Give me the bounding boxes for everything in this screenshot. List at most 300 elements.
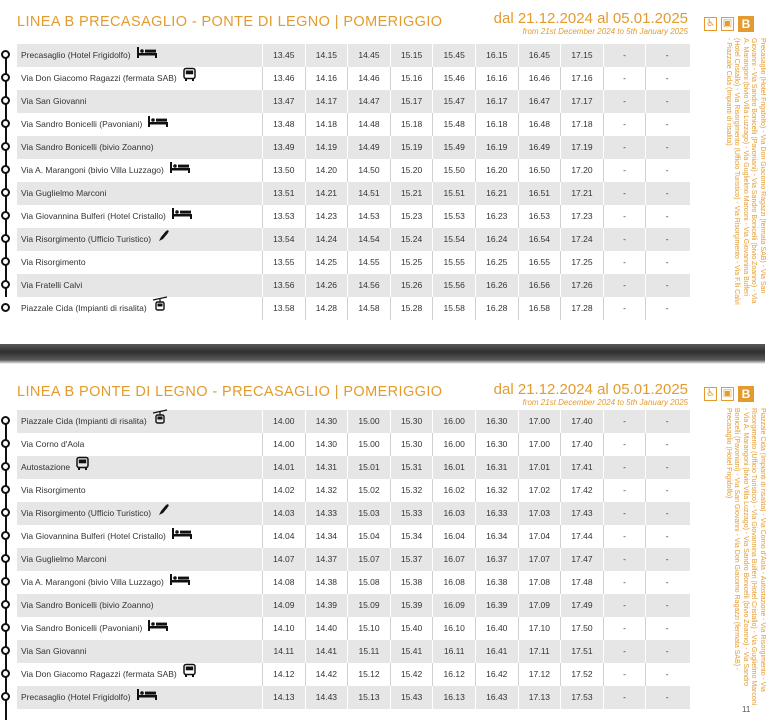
- time-cell: 14.21: [305, 182, 348, 205]
- time-cell: 16.47: [518, 90, 561, 113]
- time-cell: 15.34: [390, 525, 433, 548]
- stop-marker: [1, 623, 10, 632]
- time-cell: 17.01: [518, 456, 561, 479]
- time-cell: 16.18: [475, 113, 518, 136]
- date-range-it: dal 21.12.2024 al 05.01.2025: [493, 381, 688, 398]
- time-cell: 14.09: [262, 594, 305, 617]
- time-cell: -: [603, 67, 646, 90]
- stop-marker: [1, 73, 10, 82]
- time-cell: 17.25: [560, 251, 603, 274]
- time-cell: 17.07: [518, 548, 561, 571]
- table-row: [0, 274, 690, 297]
- time-cell: -: [645, 90, 688, 113]
- timetable-rows: [0, 410, 690, 709]
- time-cell: -: [645, 228, 688, 251]
- time-cell: 15.20: [390, 159, 433, 182]
- cable-car-icon: [153, 297, 167, 320]
- cable-car-icon: [153, 410, 167, 433]
- time-cell: 15.02: [347, 479, 390, 502]
- stop-name: Via Risorgimento (Ufficio Turistico): [21, 234, 152, 244]
- stop-name: Via Guglielmo Marconi: [21, 554, 107, 564]
- time-cell: 14.10: [262, 617, 305, 640]
- date-range-en: from 21st December 2024 to 5th January 2025: [522, 27, 688, 36]
- stop-marker: [1, 142, 10, 151]
- time-cell: 17.40: [560, 410, 603, 433]
- time-cell: 15.25: [390, 251, 433, 274]
- stop-name: Via Risorgimento: [21, 257, 86, 267]
- time-cell: -: [603, 182, 646, 205]
- time-cell: 13.49: [262, 136, 305, 159]
- time-cell: 17.42: [560, 479, 603, 502]
- time-cell: 14.45: [347, 44, 390, 67]
- time-cell: 15.51: [432, 182, 475, 205]
- time-cell: 17.04: [518, 525, 561, 548]
- stop-cell: [0, 90, 262, 113]
- time-cell: 14.55: [347, 251, 390, 274]
- time-cell: 15.12: [347, 663, 390, 686]
- bus-icon: [76, 456, 89, 479]
- stop-cell: [0, 571, 262, 594]
- time-cell: 13.55: [262, 251, 305, 274]
- time-cell: -: [645, 479, 688, 502]
- accessibility-icon: ♿: [704, 17, 717, 31]
- time-cell: 16.48: [518, 113, 561, 136]
- time-cell: -: [645, 251, 688, 274]
- table-row: [0, 67, 690, 90]
- time-cell: -: [603, 686, 646, 709]
- stop-name: Precasaglio (Hotel Frigidolfo): [21, 50, 131, 60]
- time-cell: 13.48: [262, 113, 305, 136]
- stop-marker: [1, 462, 10, 471]
- stop-cell: [0, 617, 262, 640]
- stop-marker: [1, 188, 10, 197]
- timetable-rows: [0, 44, 690, 320]
- time-cell: 16.23: [475, 205, 518, 228]
- time-cell: 17.00: [518, 433, 561, 456]
- time-cell: -: [603, 44, 646, 67]
- time-cell: 17.53: [560, 686, 603, 709]
- time-cell: 17.13: [518, 686, 561, 709]
- stop-marker: [1, 508, 10, 517]
- time-cell: -: [603, 571, 646, 594]
- time-cell: -: [603, 159, 646, 182]
- stop-name: Via Corno d'Aola: [21, 439, 85, 449]
- time-cell: 16.24: [475, 228, 518, 251]
- time-cell: 17.16: [560, 67, 603, 90]
- time-cell: -: [603, 617, 646, 640]
- table-row: [0, 686, 690, 709]
- time-cell: 14.41: [305, 640, 348, 663]
- stop-cell: [0, 456, 262, 479]
- time-cell: 16.40: [475, 617, 518, 640]
- time-cell: 16.49: [518, 136, 561, 159]
- time-cell: 16.00: [432, 433, 475, 456]
- time-cell: 14.54: [347, 228, 390, 251]
- time-cell: 16.45: [518, 44, 561, 67]
- time-cell: -: [603, 205, 646, 228]
- time-cell: -: [645, 136, 688, 159]
- time-cell: 14.50: [347, 159, 390, 182]
- table-row: [0, 640, 690, 663]
- section-title: LINEA B PRECASAGLIO - PONTE DI LEGNO | POMERIGGIO: [17, 14, 443, 30]
- time-cell: 14.13: [262, 686, 305, 709]
- time-cell: 15.58: [432, 297, 475, 320]
- time-cell: 15.23: [390, 205, 433, 228]
- info-icon: [157, 502, 169, 525]
- bus-icon: [183, 663, 196, 686]
- stop-marker: [1, 439, 10, 448]
- time-cell: -: [645, 663, 688, 686]
- stop-cell: [0, 640, 262, 663]
- time-cell: 16.28: [475, 297, 518, 320]
- stop-marker: [1, 531, 10, 540]
- time-cell: 16.55: [518, 251, 561, 274]
- stop-marker: [1, 119, 10, 128]
- time-cell: 14.58: [347, 297, 390, 320]
- time-cell: 17.19: [560, 136, 603, 159]
- time-cell: 17.08: [518, 571, 561, 594]
- stop-marker: [1, 96, 10, 105]
- time-cell: 17.09: [518, 594, 561, 617]
- time-cell: 16.21: [475, 182, 518, 205]
- stop-marker: [1, 554, 10, 563]
- time-cell: 16.42: [475, 663, 518, 686]
- stop-name: Precasaglio (Hotel Frigidolfo): [21, 692, 131, 702]
- time-cell: 17.24: [560, 228, 603, 251]
- time-cell: 14.25: [305, 251, 348, 274]
- route-description: Piazzale Cida (Impianti di risalita) - Via Corno d'Aola - Autostazione - Via Risorgimento - Via Risorgimento (Ufficio Turistico) - Via Giovannina Bulferi (Hotel Cristallo) - Via Guglielmo Marconi - Via A. Marangoni (bivio Villa Luzzago) - Via Sandro Bonicelli (bivio Zoanno) - Via Sandro Bonicelli (Pavoniani) - Via San Giovanni - Via Don Giacomo Ragazzi (fermata SAB) - Precasaglio (Hotel Frigidolfo): [725, 408, 766, 706]
- table-row: [0, 251, 690, 274]
- side-header: [704, 384, 765, 404]
- time-cell: 17.50: [560, 617, 603, 640]
- time-cell: 13.53: [262, 205, 305, 228]
- table-row: [0, 182, 690, 205]
- time-cell: -: [645, 205, 688, 228]
- time-cell: 13.45: [262, 44, 305, 67]
- time-cell: -: [603, 640, 646, 663]
- time-cell: 16.46: [518, 67, 561, 90]
- stop-name: Via Fratelli Calvi: [21, 280, 83, 290]
- stop-name: Piazzale Cida (Impianti di risalita): [21, 416, 147, 426]
- time-cell: 17.15: [560, 44, 603, 67]
- time-cell: 14.43: [305, 686, 348, 709]
- time-cell: 15.08: [347, 571, 390, 594]
- time-cell: 14.23: [305, 205, 348, 228]
- time-cell: 17.41: [560, 456, 603, 479]
- time-cell: 16.34: [475, 525, 518, 548]
- stop-cell: [0, 297, 262, 320]
- time-cell: 14.48: [347, 113, 390, 136]
- time-cell: 15.24: [390, 228, 433, 251]
- time-cell: 16.12: [432, 663, 475, 686]
- time-cell: 15.38: [390, 571, 433, 594]
- time-cell: 14.30: [305, 433, 348, 456]
- time-cell: 15.48: [432, 113, 475, 136]
- timetable-section-outbound: [0, 0, 765, 340]
- time-cell: 14.39: [305, 594, 348, 617]
- time-cell: -: [645, 159, 688, 182]
- time-cell: 15.45: [432, 44, 475, 67]
- stop-name: Via A. Marangoni (bivio Villa Luzzago): [21, 165, 164, 175]
- time-cell: 14.26: [305, 274, 348, 297]
- time-cell: 16.54: [518, 228, 561, 251]
- time-cell: -: [603, 113, 646, 136]
- time-cell: 16.13: [432, 686, 475, 709]
- time-cell: -: [645, 113, 688, 136]
- bed-icon: [172, 525, 192, 548]
- time-cell: 14.34: [305, 525, 348, 548]
- time-cell: 14.33: [305, 502, 348, 525]
- time-cell: 14.56: [347, 274, 390, 297]
- time-cell: 13.56: [262, 274, 305, 297]
- table-row: [0, 663, 690, 686]
- time-cell: 17.51: [560, 640, 603, 663]
- time-cell: 13.46: [262, 67, 305, 90]
- time-cell: 14.16: [305, 67, 348, 90]
- table-row: [0, 433, 690, 456]
- time-cell: -: [603, 410, 646, 433]
- date-range: [494, 382, 688, 407]
- time-cell: 16.16: [475, 67, 518, 90]
- time-cell: 17.00: [518, 410, 561, 433]
- time-cell: -: [645, 594, 688, 617]
- table-row: [0, 159, 690, 182]
- line-badge: B: [738, 16, 754, 32]
- time-cell: 14.03: [262, 502, 305, 525]
- section-title: LINEA B PONTE DI LEGNO - PRECASAGLIO | POMERIGGIO: [17, 384, 443, 400]
- time-cell: 17.43: [560, 502, 603, 525]
- page-number: 11: [742, 705, 751, 714]
- stop-marker: [1, 669, 10, 678]
- time-cell: 16.02: [432, 479, 475, 502]
- time-cell: 14.38: [305, 571, 348, 594]
- accessibility-icon: ♿: [704, 387, 717, 401]
- stop-marker: [1, 600, 10, 609]
- stop-marker: [1, 211, 10, 220]
- stop-name: Via Sandro Bonicelli (Pavoniani): [21, 119, 143, 129]
- time-cell: 16.01: [432, 456, 475, 479]
- time-cell: 17.48: [560, 571, 603, 594]
- bed-icon: [170, 159, 190, 182]
- time-cell: 14.02: [262, 479, 305, 502]
- stop-cell: [0, 686, 262, 709]
- time-cell: 15.15: [390, 44, 433, 67]
- time-cell: 16.41: [475, 640, 518, 663]
- time-cell: -: [603, 456, 646, 479]
- time-cell: 16.10: [432, 617, 475, 640]
- time-cell: 13.50: [262, 159, 305, 182]
- stop-cell: [0, 548, 262, 571]
- time-cell: 16.20: [475, 159, 518, 182]
- time-cell: -: [603, 548, 646, 571]
- bus-icon: [183, 67, 196, 90]
- time-cell: 15.53: [432, 205, 475, 228]
- stop-marker: [1, 692, 10, 701]
- stop-marker: [1, 257, 10, 266]
- time-cell: 14.00: [262, 410, 305, 433]
- time-cell: 15.50: [432, 159, 475, 182]
- time-cell: -: [645, 182, 688, 205]
- info-icon: [157, 228, 169, 251]
- time-cell: -: [645, 44, 688, 67]
- time-cell: -: [645, 274, 688, 297]
- time-cell: 14.19: [305, 136, 348, 159]
- stop-cell: [0, 479, 262, 502]
- stop-marker: [1, 416, 10, 425]
- time-cell: 16.56: [518, 274, 561, 297]
- time-cell: 14.08: [262, 571, 305, 594]
- time-cell: 17.18: [560, 113, 603, 136]
- time-cell: 14.15: [305, 44, 348, 67]
- time-cell: 16.51: [518, 182, 561, 205]
- bed-icon: [170, 571, 190, 594]
- time-cell: 17.28: [560, 297, 603, 320]
- section-divider: [0, 340, 765, 372]
- stop-cell: [0, 136, 262, 159]
- time-cell: 15.18: [390, 113, 433, 136]
- time-cell: 16.04: [432, 525, 475, 548]
- time-cell: 14.12: [262, 663, 305, 686]
- time-cell: 16.30: [475, 410, 518, 433]
- time-cell: 17.02: [518, 479, 561, 502]
- time-cell: 17.11: [518, 640, 561, 663]
- bed-icon: [172, 205, 192, 228]
- time-cell: 14.00: [262, 433, 305, 456]
- side-route-panel: [704, 14, 765, 310]
- stop-cell: [0, 205, 262, 228]
- time-cell: -: [603, 90, 646, 113]
- time-cell: 15.32: [390, 479, 433, 502]
- time-cell: 17.12: [518, 663, 561, 686]
- time-cell: 16.37: [475, 548, 518, 571]
- time-cell: -: [645, 297, 688, 320]
- time-cell: 14.49: [347, 136, 390, 159]
- time-cell: 14.31: [305, 456, 348, 479]
- table-row: [0, 297, 690, 320]
- stop-name: Via Don Giacomo Ragazzi (fermata SAB): [21, 669, 177, 679]
- stop-name: Via Risorgimento: [21, 485, 86, 495]
- table-row: [0, 44, 690, 67]
- time-cell: 14.30: [305, 410, 348, 433]
- time-cell: 16.50: [518, 159, 561, 182]
- time-cell: 15.01: [347, 456, 390, 479]
- time-cell: 16.25: [475, 251, 518, 274]
- time-cell: 14.51: [347, 182, 390, 205]
- stop-cell: [0, 228, 262, 251]
- time-cell: 15.16: [390, 67, 433, 90]
- stop-name: Autostazione: [21, 462, 71, 472]
- time-cell: 14.53: [347, 205, 390, 228]
- table-row: [0, 502, 690, 525]
- time-cell: 14.20: [305, 159, 348, 182]
- table-row: [0, 571, 690, 594]
- stop-marker: [1, 303, 10, 312]
- time-cell: -: [645, 456, 688, 479]
- time-cell: 14.32: [305, 479, 348, 502]
- time-cell: 14.28: [305, 297, 348, 320]
- time-cell: 14.42: [305, 663, 348, 686]
- time-cell: 17.40: [560, 433, 603, 456]
- table-row: [0, 479, 690, 502]
- stop-cell: [0, 594, 262, 617]
- time-cell: 17.17: [560, 90, 603, 113]
- time-cell: 16.53: [518, 205, 561, 228]
- time-cell: 14.37: [305, 548, 348, 571]
- stop-cell: [0, 251, 262, 274]
- time-cell: 15.30: [390, 410, 433, 433]
- time-cell: -: [603, 594, 646, 617]
- table-row: [0, 113, 690, 136]
- stop-marker: [1, 234, 10, 243]
- line-badge: B: [738, 386, 754, 402]
- time-cell: 15.28: [390, 297, 433, 320]
- time-cell: -: [603, 525, 646, 548]
- time-cell: 14.11: [262, 640, 305, 663]
- time-cell: -: [603, 663, 646, 686]
- table-row: [0, 456, 690, 479]
- table-row: [0, 136, 690, 159]
- time-cell: 15.03: [347, 502, 390, 525]
- time-cell: 14.40: [305, 617, 348, 640]
- stop-name: Via Sandro Bonicelli (bivio Zoanno): [21, 142, 154, 152]
- time-cell: 15.39: [390, 594, 433, 617]
- time-cell: 16.43: [475, 686, 518, 709]
- time-cell: 14.04: [262, 525, 305, 548]
- bed-icon: [137, 686, 157, 709]
- stop-cell: [0, 67, 262, 90]
- time-cell: 15.13: [347, 686, 390, 709]
- time-cell: 16.38: [475, 571, 518, 594]
- time-cell: 16.07: [432, 548, 475, 571]
- stop-cell: [0, 502, 262, 525]
- time-cell: 15.40: [390, 617, 433, 640]
- time-cell: 16.32: [475, 479, 518, 502]
- stop-marker: [1, 646, 10, 655]
- time-cell: 14.47: [347, 90, 390, 113]
- stop-marker: [1, 577, 10, 586]
- time-cell: -: [603, 479, 646, 502]
- time-cell: 14.24: [305, 228, 348, 251]
- stop-cell: [0, 525, 262, 548]
- time-cell: 15.46: [432, 67, 475, 90]
- time-cell: -: [603, 433, 646, 456]
- stop-name: Via A. Marangoni (bivio Villa Luzzago): [21, 577, 164, 587]
- stop-name: Via Guglielmo Marconi: [21, 188, 107, 198]
- time-cell: 15.55: [432, 251, 475, 274]
- time-cell: 16.03: [432, 502, 475, 525]
- time-cell: 15.07: [347, 548, 390, 571]
- timetable-section-return: [0, 372, 765, 721]
- time-cell: 15.11: [347, 640, 390, 663]
- stop-cell: [0, 182, 262, 205]
- stop-name: Via San Giovanni: [21, 96, 87, 106]
- time-cell: 15.04: [347, 525, 390, 548]
- table-row: [0, 525, 690, 548]
- time-cell: 15.37: [390, 548, 433, 571]
- time-cell: -: [645, 571, 688, 594]
- time-cell: 17.47: [560, 548, 603, 571]
- stop-name: Via Sandro Bonicelli (bivio Zoanno): [21, 600, 154, 610]
- time-cell: 17.10: [518, 617, 561, 640]
- time-cell: 14.01: [262, 456, 305, 479]
- time-cell: 17.21: [560, 182, 603, 205]
- time-cell: -: [603, 502, 646, 525]
- time-cell: 16.39: [475, 594, 518, 617]
- table-row: [0, 228, 690, 251]
- time-cell: 15.56: [432, 274, 475, 297]
- time-cell: -: [603, 274, 646, 297]
- stop-cell: [0, 274, 262, 297]
